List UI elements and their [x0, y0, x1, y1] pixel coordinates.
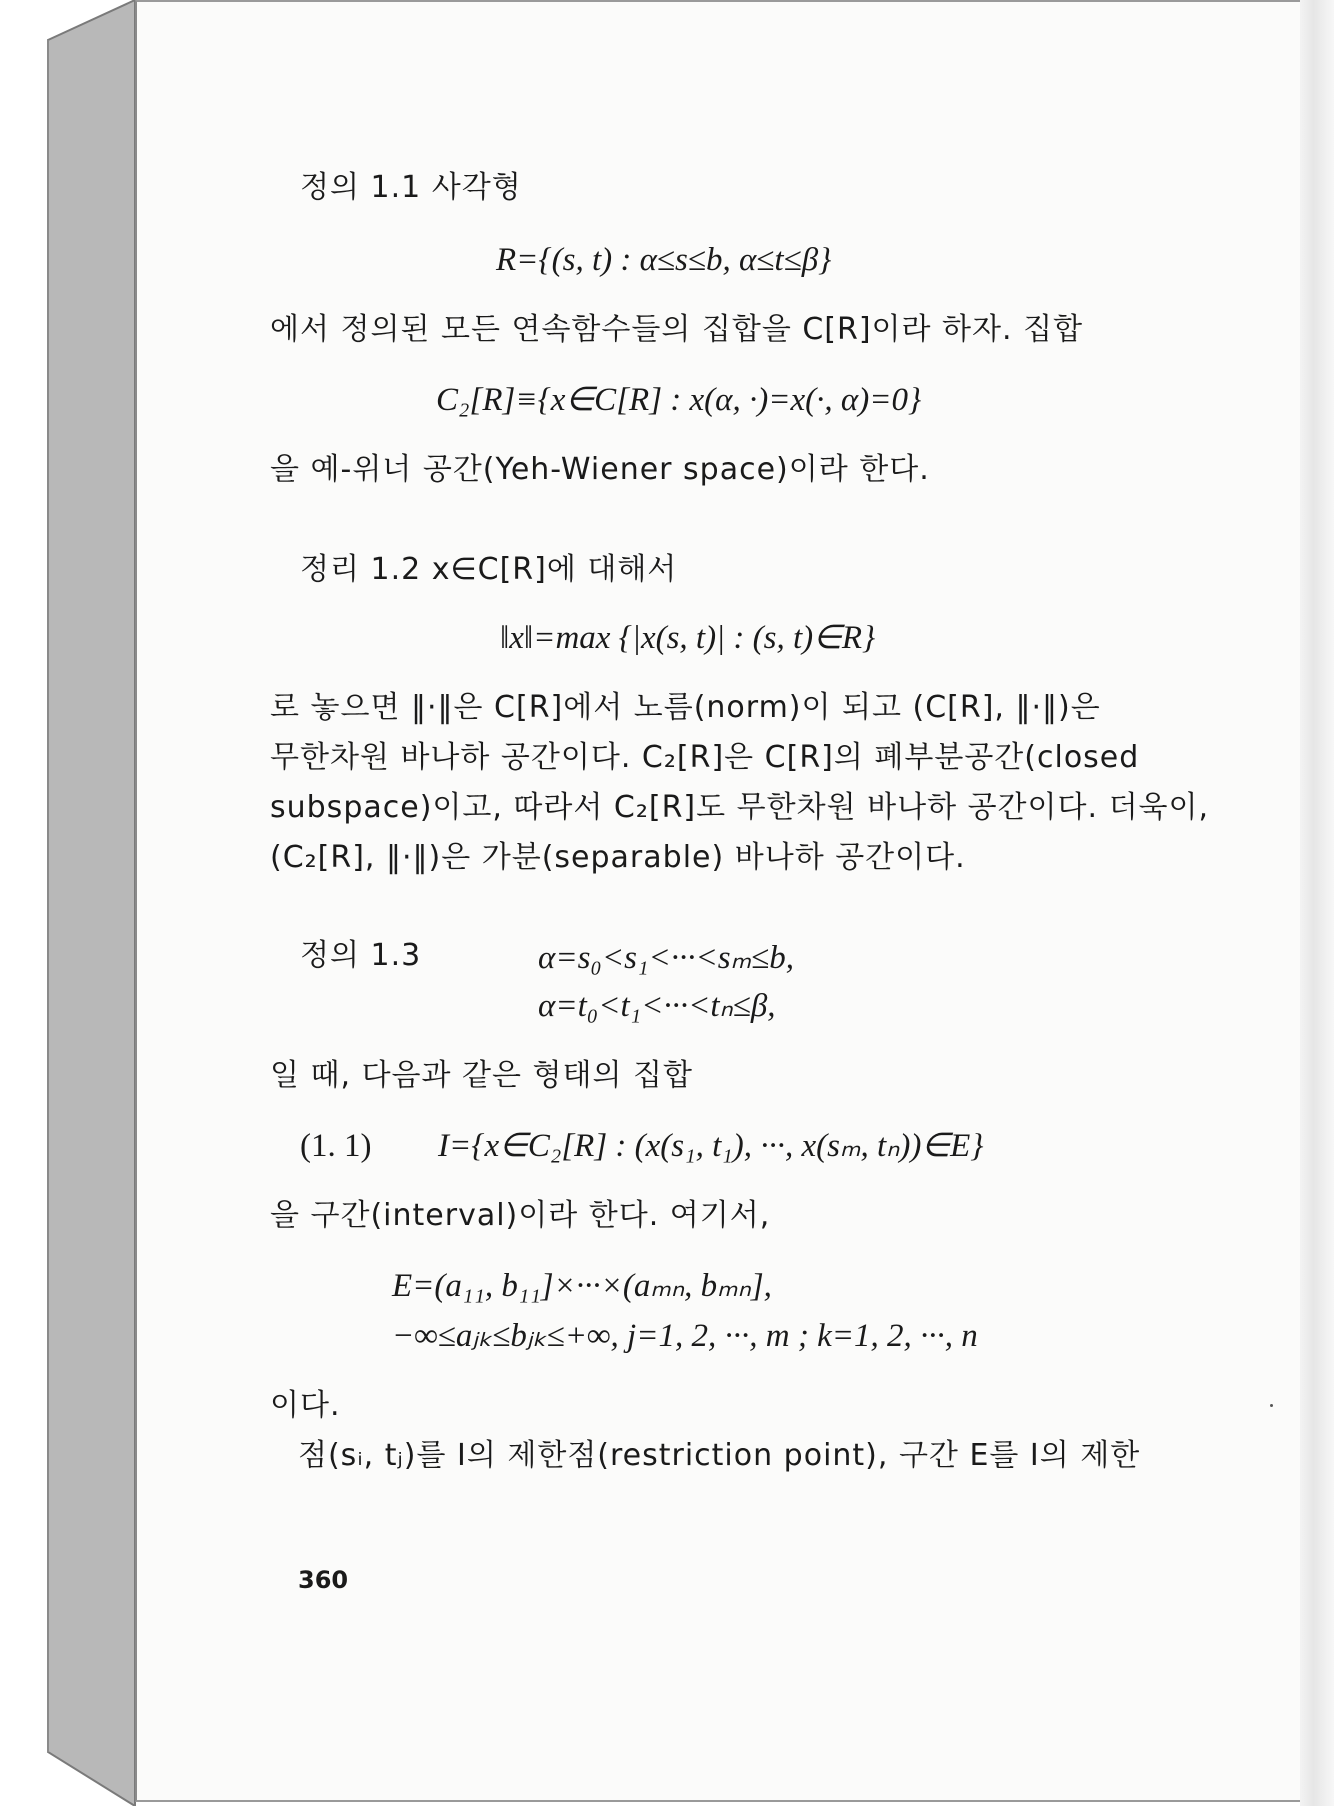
rectangle-set-equation: R={(s, t) : α≤s≤b, α≤t≤β} — [496, 242, 832, 278]
paragraph-line: 점(sᵢ, tⱼ)를 I의 제한점(restriction point), 구간 E를 I의 제한 — [298, 1438, 1141, 1473]
scan-speck — [1270, 1404, 1273, 1407]
paragraph-line: 에서 정의된 모든 연속함수들의 집합을 C[R]이라 하자. 집합 — [270, 312, 1084, 347]
norm-equation: ‖x‖=max {|x(s, t)| : (s, t)∈R} — [500, 620, 876, 656]
theorem-1-2-heading: 정리 1.2 x∈C[R]에 대해서 — [300, 552, 678, 587]
page-number: 360 — [298, 1566, 349, 1594]
product-set-equation: E=(a₁₁, b₁₁]×···×(aₘₙ, bₘₙ], — [392, 1268, 772, 1304]
page-edge-shadow — [1300, 0, 1334, 1806]
paragraph-line: 무한차원 바나하 공간이다. C₂[R]은 C[R]의 폐부분공간(closed — [270, 740, 1140, 775]
bounds-equation: −∞≤aⱼₖ≤bⱼₖ≤+∞, j=1, 2, ···, m ; k=1, 2, ···, n — [392, 1318, 978, 1354]
definition-1-3-heading: 정의 1.3 — [300, 938, 422, 973]
partition-s-equation: α=s₀<s₁<···<sₘ≤b, — [538, 940, 795, 976]
equation-label: (1. 1) — [300, 1128, 372, 1164]
partition-t-equation: α=t₀<t₁<···<tₙ≤β, — [538, 988, 776, 1024]
interval-equation: I={x∈C₂[R] : (x(s₁, t₁), ···, x(sₘ, tₙ))∈E} — [438, 1128, 984, 1164]
paragraph-line: 이다. — [270, 1388, 341, 1423]
paragraph-line: subspace)이고, 따라서 C₂[R]도 무한차원 바나하 공간이다. 더욱이, — [270, 790, 1210, 825]
paragraph-line: (C₂[R], ‖·‖)은 가분(separable) 바나하 공간이다. — [270, 840, 966, 875]
book-spine — [0, 0, 140, 1806]
paragraph-line: 일 때, 다음과 같은 형태의 집합 — [270, 1058, 693, 1093]
paragraph-line: 을 구간(interval)이라 한다. 여기서, — [270, 1198, 771, 1233]
yeh-wiener-set-equation: C₂[R]≡{x∈C[R] : x(α, ·)=x(·, α)=0} — [436, 382, 922, 418]
definition-1-1-heading: 정의 1.1 사각형 — [300, 170, 522, 205]
paragraph-line: 로 놓으면 ‖·‖은 C[R]에서 노름(norm)이 되고 (C[R], ‖·‖)은 — [270, 690, 1101, 725]
paragraph-line: 을 예-위너 공간(Yeh-Wiener space)이라 한다. — [270, 452, 930, 487]
